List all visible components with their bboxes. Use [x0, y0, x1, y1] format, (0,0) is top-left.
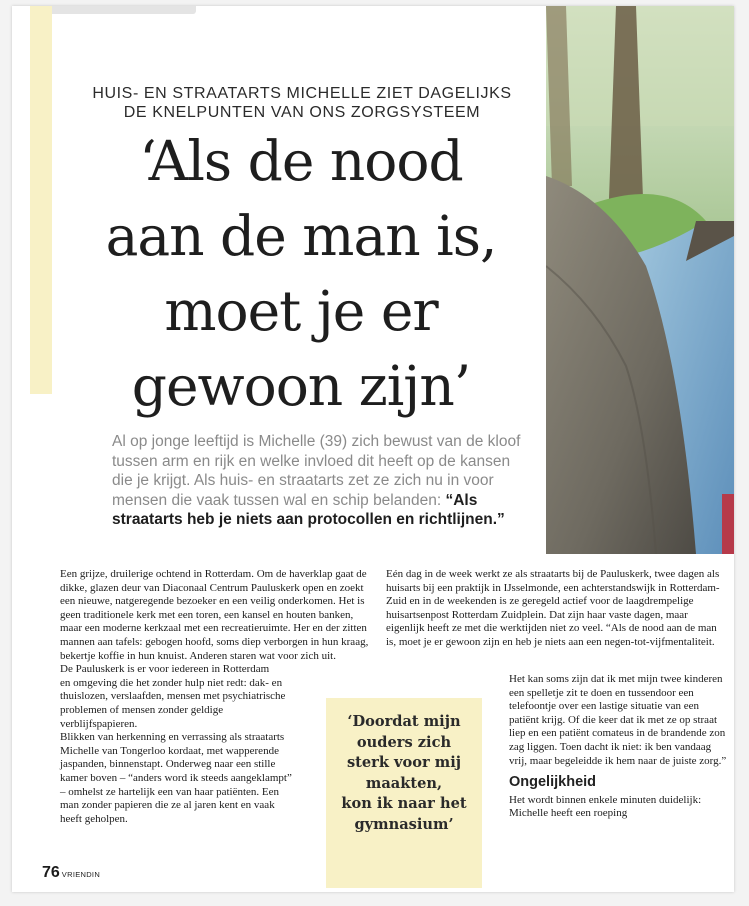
body-paragraph: Eén dag in de week werkt ze als straatarts bij de Pauluskerk, twee dagen als huisarts bij een praktijk in IJsselmonde, een achterstandswijk in Rotterdam-Zuid en in de weekenden is ze geregeld actief voor de laagdrempelige huisartsenpost Rotterdam Zuidplein. Dat zijn haar vaste dagen, maar eigenlijk heeft ze met die werktijden niet zo veel. “Als de nood aan de man is, moet je er gewoon zijn en heb je niets aan een negen-tot-vijfmentaliteit. — [386, 568, 720, 648]
pullquote-line: gymnasium’ — [354, 815, 454, 833]
kicker: HUIS- EN STRAATARTS MICHELLE ZIET DAGELIJKS DE KNELPUNTEN VAN ONS ZORGSYSTEEM — [92, 85, 512, 121]
body-column-right-narrow — [509, 673, 727, 821]
body-paragraph: Het wordt binnen enkele minuten duidelijk: Michelle heeft een roeping — [509, 793, 702, 820]
pullquote-line: ouders zich — [356, 733, 452, 751]
pullquote-line: sterk voor mij — [346, 754, 462, 771]
pullquote-line: ‘Doordat mijn — [347, 713, 461, 730]
header-photo — [546, 6, 734, 554]
body-paragraph: en omgeving die het zonder hulp niet redt: dak- en thuislozen, verslaafden, mensen met psychiatrische problemen of mensen zonder geldige verblijfspapieren. — [60, 676, 286, 730]
previous-page-tab — [48, 6, 196, 14]
pullquote-line: kon ik naar het — [341, 795, 467, 812]
intro-paragraph — [112, 432, 534, 530]
headline-line: ‘Als de nood — [139, 129, 463, 193]
body-paragraph: Een grijze, druilerige ochtend in Rotterdam. Om de haverklap gaat de dikke, glazen deur van Diaconaal Centrum Pauluskerk open en zoekt een nieuwe, natgeregende bezoeker en een veilig onderkomen. Het is geen traditionele kerk met een toren, een kansel en houten banken, maar een moderne kerkzaal met een recreatieruimte. Her en der zitten mannen aan tafels: gebogen hoofd, soms diep verborgen in hun kraag, bekertje koffie in hun knuist. Anderen staren wat voor zich uit. — [60, 568, 369, 662]
folio — [42, 864, 100, 882]
headline-line: gewoon zijn’ — [131, 354, 471, 418]
body-paragraph: Blikken van herkenning en verrassing als straatarts Michelle van Tongerloo kordaat, met wapperende jaspanden, binnenstapt. Onderweg naar een stille kamer boven – “anders word ik steeds aangeklampt” – omhelst ze hartelijk een van haar patiënten. Een man zonder papieren die ze al jaren kent en vaak heeft geholpen. — [60, 731, 292, 825]
body-paragraph: Het kan soms zijn dat ik met mijn twee kinderen een spelletje zit te doen en tussendoor een telefoontje over een lastige situatie van een patiënt krijg. Of die keer dat ik met ze op straat liep en een patiënt comateus in de brandende zon zag liggen. Toen dacht ik niet: ik ben vandaag vrij, maar begeleidde ik hem naar de juiste zorg.” — [509, 673, 727, 767]
headline-line: aan de man is, — [105, 204, 497, 268]
magazine-name: VRIENDIN — [61, 870, 101, 879]
pullquote-line: maakten, — [365, 774, 443, 792]
intro-text: Al op jonge leeftijd is Michelle (39) zich bewust van de kloof tussen arm en rijk en welke invloed dit heeft op de kansen die je krijgt. Als huis- en straatarts zet ze zich nu in voor mensen die vaak tussen wal en schip belanden: — [112, 433, 521, 509]
body-paragraph: De Pauluskerk is er voor iedereen in Rotterdam — [60, 663, 270, 676]
magazine-page — [12, 6, 734, 892]
body-wrap-column — [60, 677, 296, 827]
body-column-right — [386, 568, 726, 650]
intro-quote: “Als straatarts heb je niets aan protocollen en richtlijnen.” — [112, 491, 505, 528]
page-number: 76 — [42, 864, 60, 881]
headline — [60, 124, 542, 424]
section-subhead: Ongelijkheid — [509, 774, 597, 791]
pullquote — [326, 712, 482, 835]
accent-bar — [30, 6, 52, 394]
headline-line: moet je er — [164, 279, 438, 343]
